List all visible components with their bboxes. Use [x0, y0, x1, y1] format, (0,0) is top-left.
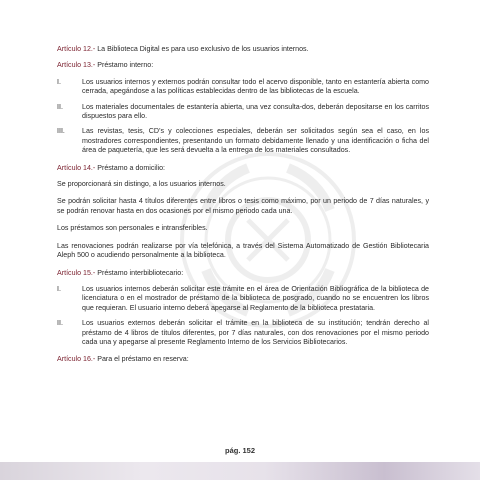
- article-14-label: Artículo 14.-: [57, 163, 96, 172]
- article-15-heading: [57, 269, 429, 278]
- list-item-number: I.: [57, 77, 61, 86]
- footer-decorative-band: [0, 462, 480, 480]
- list-item: [57, 127, 429, 155]
- paragraph: Se proporcionará sin distingo, a los usuarios internos.: [57, 180, 226, 189]
- page-number: pág. 152: [224, 446, 255, 455]
- article-12: [57, 45, 429, 54]
- list-item: [57, 78, 429, 97]
- article-12-label: Artículo 12.-: [57, 45, 96, 53]
- list-item-text: Los usuarios internos deberán solicitar este trámite en el área de Orientación Bibliográfica de la biblioteca de licenciatura o en el mostrador de préstamo de la biblioteca de posgrado, cuando no se encuentren los libros que requieran. El usuario interno deberá apegarse al Reglamento de la biblioteca prestataria.: [82, 284, 429, 312]
- article-13-list: [57, 78, 429, 156]
- article-16-label: Artículo 16.-: [57, 355, 96, 364]
- article-15-list: [57, 285, 429, 347]
- article-15-label: Artículo 15.-: [57, 268, 96, 277]
- list-item-text: Los usuarios externos deberán solicitar el trámite en la biblioteca de su institución; tendrán derecho al préstamo de 4 libros de títulos diferentes, por 7 días naturales, con dos renovaciones por el mismo periodo cada una y apegarse al presente Reglamento Interno de los Servicios Bibliotecarios.: [82, 319, 429, 346]
- article-14-text: Préstamo a domicilio:: [95, 163, 166, 172]
- article-16-text: Para el préstamo en reserva:: [95, 355, 189, 364]
- article-15-text: Préstamo interbibliotecario:: [95, 268, 184, 277]
- list-item: [57, 285, 429, 313]
- list-item-text: Los materiales documentales de estantería abierta, una vez consulta-dos, deberán depositarse en los carritos dispuestos para ello.: [82, 102, 429, 121]
- article-14-heading: [57, 164, 429, 173]
- article-13-heading: [57, 61, 429, 70]
- list-item-number: III.: [57, 127, 65, 136]
- paragraph: Los préstamos son personales e intransferibles.: [57, 224, 208, 233]
- list-item: [57, 103, 429, 122]
- article-13-text: Préstamo interno:: [95, 61, 154, 70]
- document-body: [57, 45, 429, 372]
- article-13-label: Artículo 13.-: [57, 61, 96, 70]
- list-item-text: Las revistas, tesis, CD’s y colecciones especiales, deberán ser solicitados según sea el caso, en los mostradores correspondientes, presentando un formato debidamente llenado y una identificación o ficha del área de paquetería, que les será devuelta a la entrega de los materiales consultados.: [82, 127, 429, 155]
- article-12-text: La Biblioteca Digital es para uso exclusivo de los usuarios internos.: [95, 45, 309, 53]
- article-16: [57, 355, 429, 364]
- list-item: [57, 319, 429, 347]
- paragraph: Se podrán solicitar hasta 4 títulos diferentes entre libros o tesis como máximo, por un periodo de 7 días naturales, y se podrán renovar hasta en dos ocasiones por el mismo periodo cada una.: [57, 197, 429, 215]
- list-item-number: II.: [57, 319, 63, 328]
- list-item-text: Los usuarios internos y externos podrán consultar todo el acervo disponible, tanto en estantería abierta como cerrada, apegándose a las políticas establecidas dentro de las bibliotecas de la escuela.: [82, 77, 429, 96]
- paragraph: Las renovaciones podrán realizarse por vía telefónica, a través del Sistema Automatizado de Gestión Bibliotecaria Aleph 500 o acudiendo personalmente a la biblioteca.: [57, 241, 429, 260]
- list-item-number: I.: [57, 284, 61, 293]
- list-item-number: II.: [57, 102, 63, 111]
